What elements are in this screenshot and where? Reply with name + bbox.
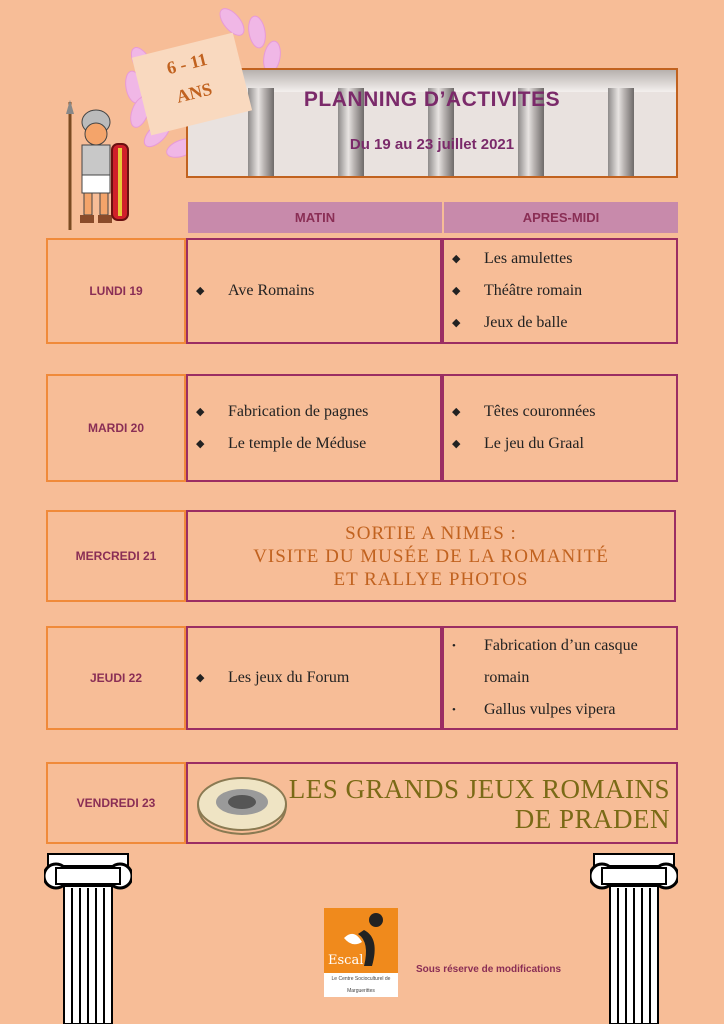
bullet-icon: ◆ bbox=[452, 253, 461, 265]
matin-cell-jeudi bbox=[186, 626, 442, 730]
bullet-icon: ◆ bbox=[196, 285, 205, 297]
colosseum-icon bbox=[196, 770, 288, 838]
list-item: ◆ Jeux de balle bbox=[452, 307, 676, 339]
list-item: ◆ Têtes couronnées bbox=[452, 396, 676, 428]
bullet-icon: ◆ bbox=[452, 406, 461, 418]
bullet-icon: • bbox=[452, 704, 456, 716]
logo-caption: Le Centre Socioculturel de Marguerittes bbox=[324, 973, 398, 997]
disclaimer-note: Sous réserve de modifications bbox=[416, 964, 562, 975]
bullet-icon: ◆ bbox=[196, 438, 205, 450]
column-header-apres-midi: APRES-MIDI bbox=[444, 202, 678, 233]
list-item: ◆ Fabrication de pagnes bbox=[196, 396, 440, 428]
list-item: • Fabrication d’un casque bbox=[452, 630, 676, 662]
list-item: ◆ Ave Romains bbox=[196, 275, 440, 307]
day-label-mardi: MARDI 20 bbox=[46, 374, 186, 482]
day-label-lundi: LUNDI 19 bbox=[46, 238, 186, 344]
event-line: SORTIE A NIMES : bbox=[345, 522, 517, 544]
roman-soldier-icon bbox=[62, 100, 134, 236]
bullet-icon: • bbox=[452, 640, 456, 652]
bullet-icon: ◆ bbox=[452, 317, 461, 329]
event-line: ET RALLYE PHOTOS bbox=[333, 568, 529, 590]
day-label-mercredi: MERCREDI 21 bbox=[46, 510, 186, 602]
apres-midi-cell-lundi bbox=[442, 238, 678, 344]
day-label-vendredi: VENDREDI 23 bbox=[46, 762, 186, 844]
list-item: ◆ Le temple de Méduse bbox=[196, 428, 440, 460]
list-item: romain bbox=[484, 669, 530, 686]
list-item: ◆ Les jeux du Forum bbox=[196, 662, 440, 694]
matin-cell-mardi bbox=[186, 374, 442, 482]
column-header-matin: MATIN bbox=[188, 202, 442, 233]
apres-midi-cell-mardi bbox=[442, 374, 678, 482]
age-unit: ANS bbox=[174, 78, 215, 107]
outing-event-cell bbox=[186, 510, 676, 602]
header-banner bbox=[186, 68, 678, 178]
escal-logo bbox=[324, 908, 398, 994]
logo-text: Escal bbox=[328, 953, 364, 968]
list-item: ◆ Les amulettes bbox=[452, 243, 676, 275]
bullet-icon: ◆ bbox=[452, 438, 461, 450]
ionic-column-left-icon bbox=[44, 846, 132, 1024]
list-item: • Gallus vulpes vipera bbox=[452, 694, 676, 726]
age-range: 6 - 11 bbox=[164, 48, 210, 79]
bullet-icon: ◆ bbox=[196, 672, 205, 684]
matin-cell-lundi bbox=[186, 238, 442, 344]
apres-midi-cell-jeudi bbox=[442, 626, 678, 730]
ionic-column-right-icon bbox=[590, 846, 678, 1024]
bullet-icon: ◆ bbox=[452, 285, 461, 297]
list-item: ◆ Le jeu du Graal bbox=[452, 428, 676, 460]
bullet-icon: ◆ bbox=[196, 406, 205, 418]
games-event-cell bbox=[186, 762, 678, 844]
list-item: ◆ Théâtre romain bbox=[452, 275, 676, 307]
logo-figure-icon bbox=[324, 908, 398, 968]
event-line: DE PRADEN bbox=[514, 804, 670, 834]
event-line: LES GRANDS JEUX ROMAINS bbox=[288, 774, 670, 804]
day-label-jeudi: JEUDI 22 bbox=[46, 626, 186, 730]
page-title: PLANNING D’ACTIVITES bbox=[303, 88, 561, 111]
event-line: VISITE DU MUSÉE DE LA ROMANITÉ bbox=[253, 545, 609, 567]
date-range: Du 19 au 23 juillet 2021 bbox=[349, 136, 515, 153]
